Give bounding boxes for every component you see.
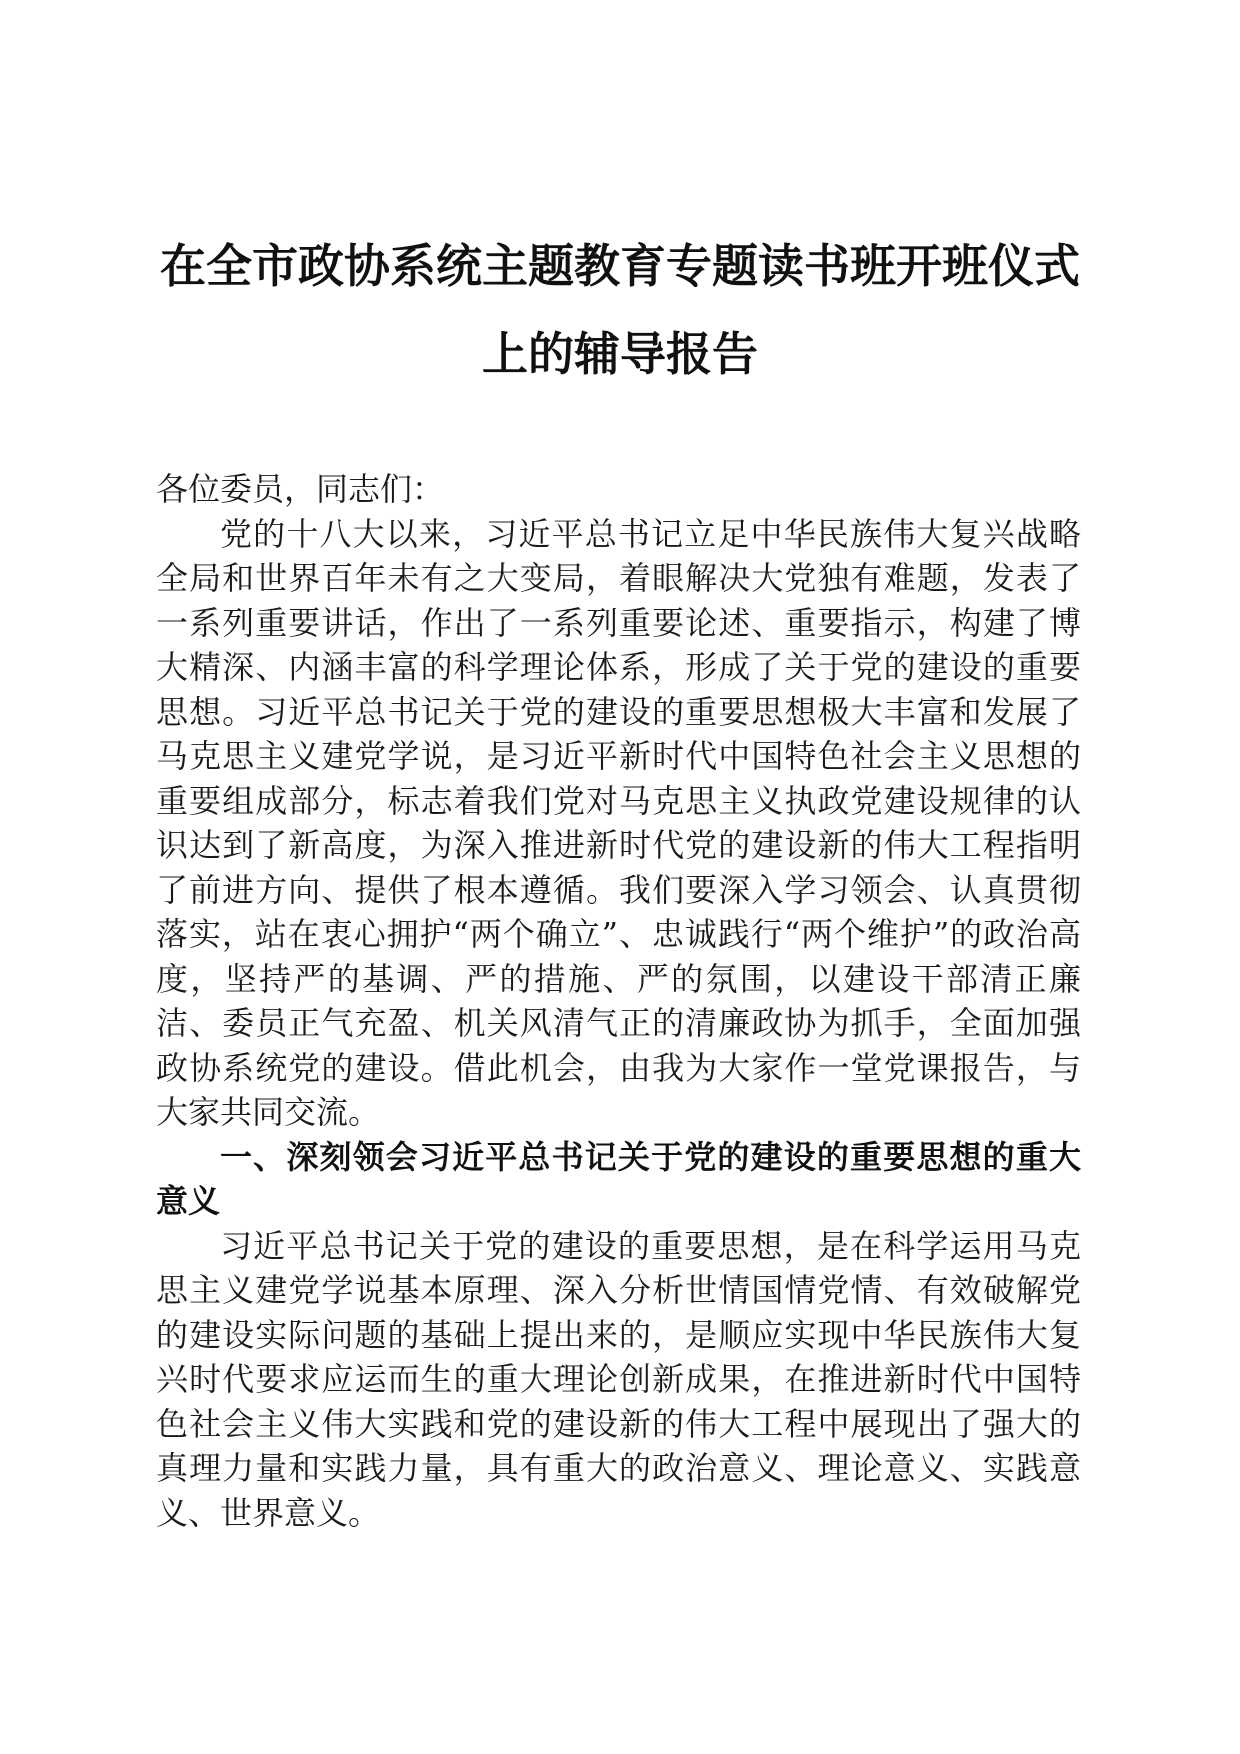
section-heading-1: 一、深刻领会习近平总书记关于党的建设的重要思想的重大意义 — [156, 1137, 1081, 1220]
document-title — [150, 222, 1090, 398]
document-title-line-1: 在全市政协系统主题教育专题读书班开班仪式 — [160, 239, 1080, 293]
opening-paragraph: 党的十八大以来，习近平总书记立足中华民族伟大复兴战略全局和世界百年未有之大变局，着眼解决大党独有难题，发表了一系列重要讲话，作出了一系列重要论述、重要指示，构建了博大精深、内涵丰富的科学理论体系，形成了关于党的建设的重要思想。习近平总书记关于党的建设的重要思想极大丰富和发展了马克思主义建党学说，是习近平新时代中国特色社会主义思想的重要组成部分，标志着我们党对马克思主义执政党建设规律的认识达到了新高度，为深入推进新时代党的建设新的伟大工程指明了前进方向、提供了根本遵循。我们要深入学习领会、认真贯彻落实，站在衷心拥护“两个确立”、忠诚践行“两个维护”的政治高度，坚持严的基调、严的措施、严的氛围，以建设干部清正廉洁、委员正气充盈、机关风清气正的清廉政协为抓手，全面加强政协系统党的建设。借此机会，由我为大家作一堂党课报告，与大家共同交流。 — [156, 514, 1081, 1131]
section-1-paragraph: 习近平总书记关于党的建设的重要思想，是在科学运用马克思主义建党学说基本原理、深入分析世情国情党情、有效破解党的建设实际问题的基础上提出来的，是顺应实现中华民族伟大复兴时代要求应运而生的重大理论创新成果，在推进新时代中国特色社会主义伟大实践和党的建设新的伟大工程中展现出了强大的真理力量和实践力量，具有重大的政治意义、理论意义、实践意义、世界意义。 — [156, 1226, 1081, 1532]
salutation: 各位委员，同志们： — [156, 470, 445, 508]
document-title-line-2: 上的辅导报告 — [482, 327, 758, 381]
document-body — [156, 467, 1081, 1535]
